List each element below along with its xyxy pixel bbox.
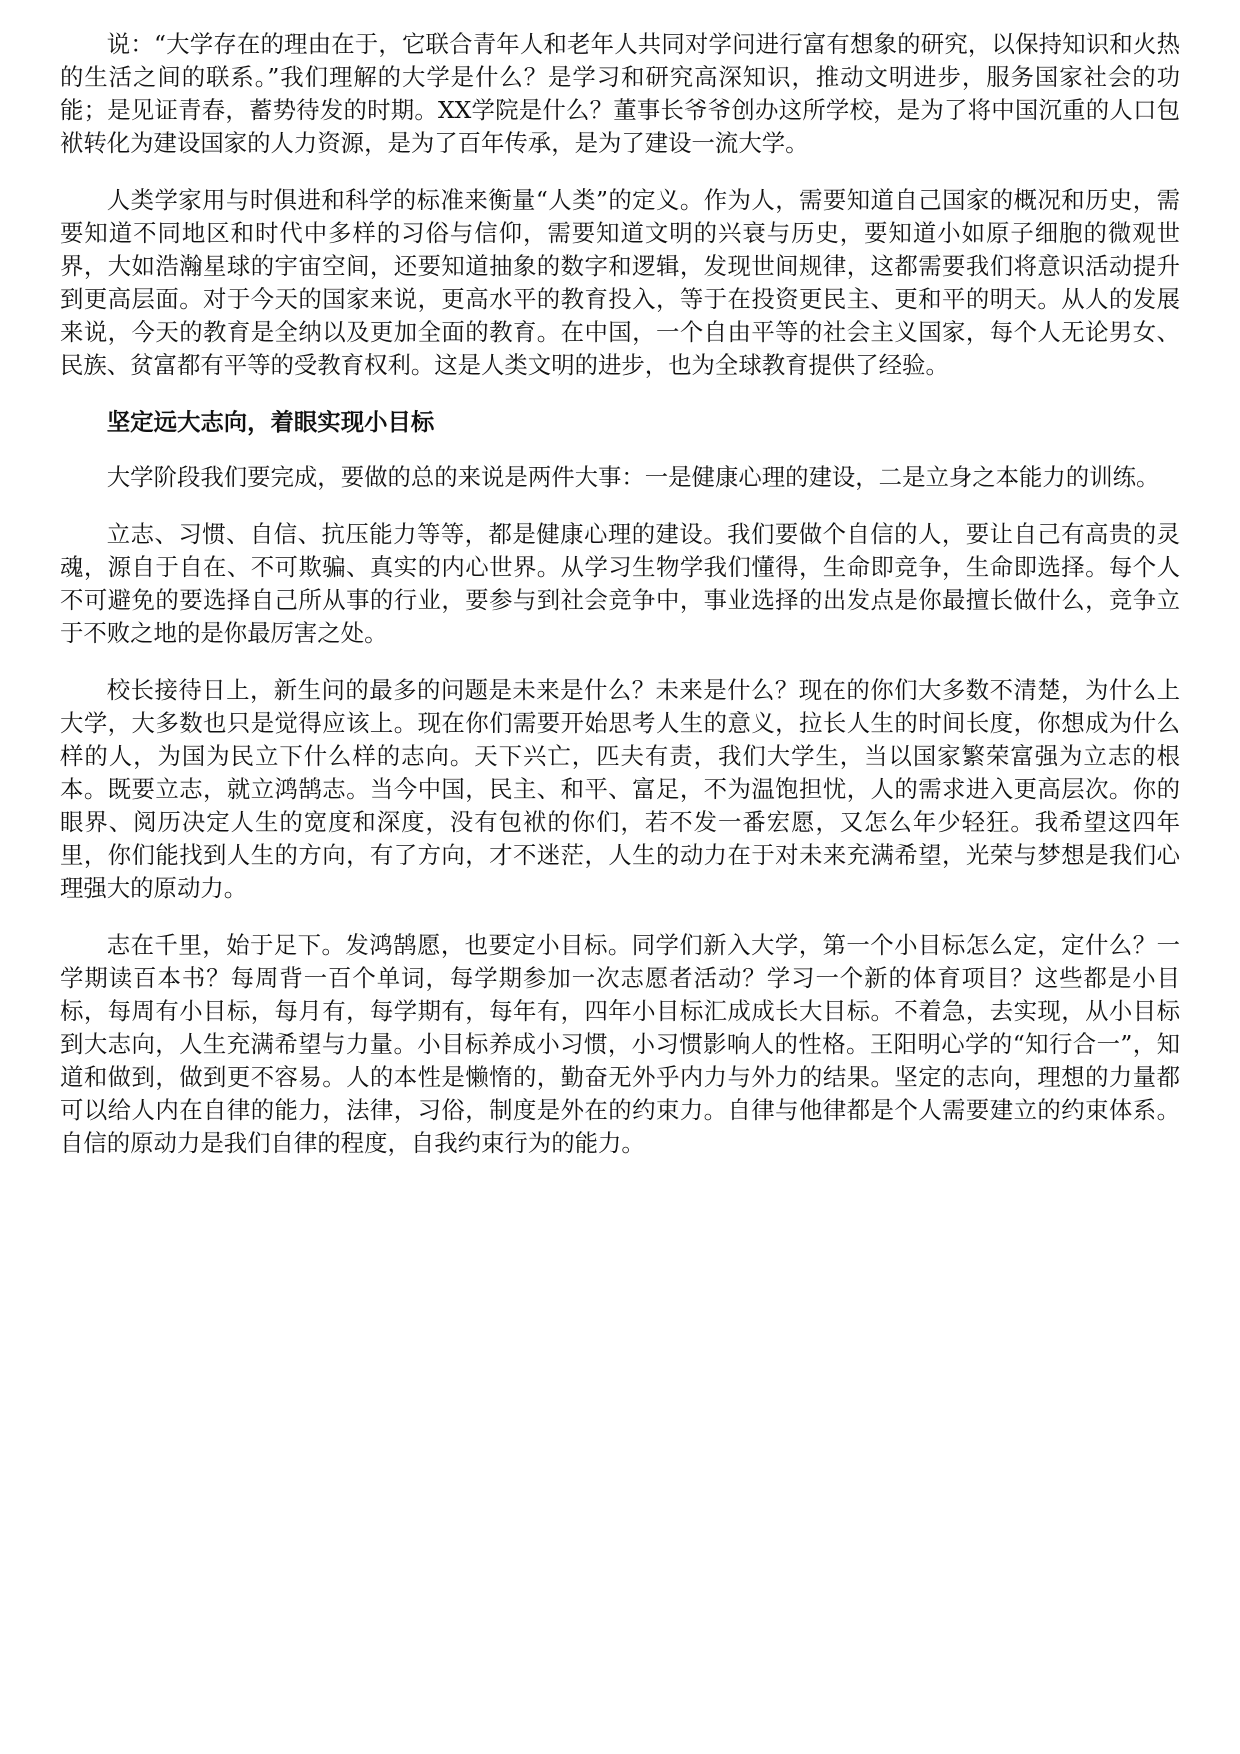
paragraph-university-meaning: 说：“大学存在的理由在于，它联合青年人和老年人共同对学问进行富有想象的研究，以保持知识和火热的生活之间的联系。”我们理解的大学是什么？是学习和研究高深知识，推动文明进步，服务国家社会的功能；是见证青春，蓄势待发的时期。XX学院是什么？董事长爷爷创办这所学校，是为了将中国沉重的人口包袱转化为建设国家的人力资源，是为了百年传承，是为了建设一流大学。: [60, 30, 1180, 157]
paragraph-two-tasks: 大学阶段我们要完成，要做的总的来说是两件大事：一是健康心理的建设，二是立身之本能力的训练。: [106, 463, 1160, 491]
paragraph-future-aspiration: 校长接待日上，新生问的最多的问题是未来是什么？未来是什么？现在的你们大多数不清楚，为什么上大学，大多数也只是觉得应该上。现在你们需要开始思考人生的意义，拉长人生的时间长度，你想成为什么样的人，为国为民立下什么样的志向。天下兴亡，匹夫有责，我们大学生，当以国家繁荣富强为立志的根本。既要立志，就立鸿鹄志。当今中国，民主、和平、富足，不为温饱担忧，人的需求进入更高层次。你的眼界、阅历决定人生的宽度和深度，没有包袱的你们，若不发一番宏愿，又怎么年少轻狂。我希望这四年里，你们能找到人生的方向，有了方向，才不迷茫，人生的动力在于对未来充满希望，光荣与梦想是我们心理强大的原动力。: [60, 676, 1180, 902]
paragraph-human-definition: 人类学家用与时俱进和科学的标准来衡量“人类”的定义。作为人，需要知道自己国家的概况和历史，需要知道不同地区和时代中多样的习俗与信仰，需要知道文明的兴衰与历史，要知道小如原子细胞的微观世界，大如浩瀚星球的宇宙空间，还要知道抽象的数字和逻辑，发现世间规律，这都需要我们将意识活动提升到更高层面。对于今天的国家来说，更高水平的教育投入，等于在投资更民主、更和平的明天。从人的发展来说，今天的教育是全纳以及更加全面的教育。在中国，一个自由平等的社会主义国家，每个人无论男女、民族、贫富都有平等的受教育权利。这是人类文明的进步，也为全球教育提供了经验。: [60, 186, 1180, 379]
paragraph-healthy-mind: 立志、习惯、自信、抗压能力等等，都是健康心理的建设。我们要做个自信的人，要让自己有高贵的灵魂，源自于自在、不可欺骗、真实的内心世界。从学习生物学我们懂得，生命即竞争，生命即选择。每个人不可避免的要选择自己所从事的行业，要参与到社会竞争中，事业选择的出发点是你最擅长做什么，竞争立于不败之地的是你最厉害之处。: [60, 520, 1180, 647]
document-page: [60, 28, 1180, 1184]
paragraph-small-goals: 志在千里，始于足下。发鸿鹄愿，也要定小目标。同学们新入大学，第一个小目标怎么定，定什么？一学期读百本书？每周背一百个单词，每学期参加一次志愿者活动？学习一个新的体育项目？这些都是小目标，每周有小目标，每月有，每学期有，每年有，四年小目标汇成成长大目标。不着急，去实现，从小目标到大志向，人生充满希望与力量。小目标养成小习惯，小习惯影响人的性格。王阳明心学的“知行合一”，知道和做到，做到更不容易。人的本性是懒惰的，勤奋无外乎内力与外力的结果。坚定的志向，理想的力量都可以给人内在自律的能力，法律，习俗，制度是外在的约束力。自律与他律都是个人需要建立的约束体系。自信的原动力是我们自律的程度，自我约束行为的能力。: [60, 931, 1180, 1157]
section-heading: 坚定远大志向，着眼实现小目标: [106, 408, 435, 436]
